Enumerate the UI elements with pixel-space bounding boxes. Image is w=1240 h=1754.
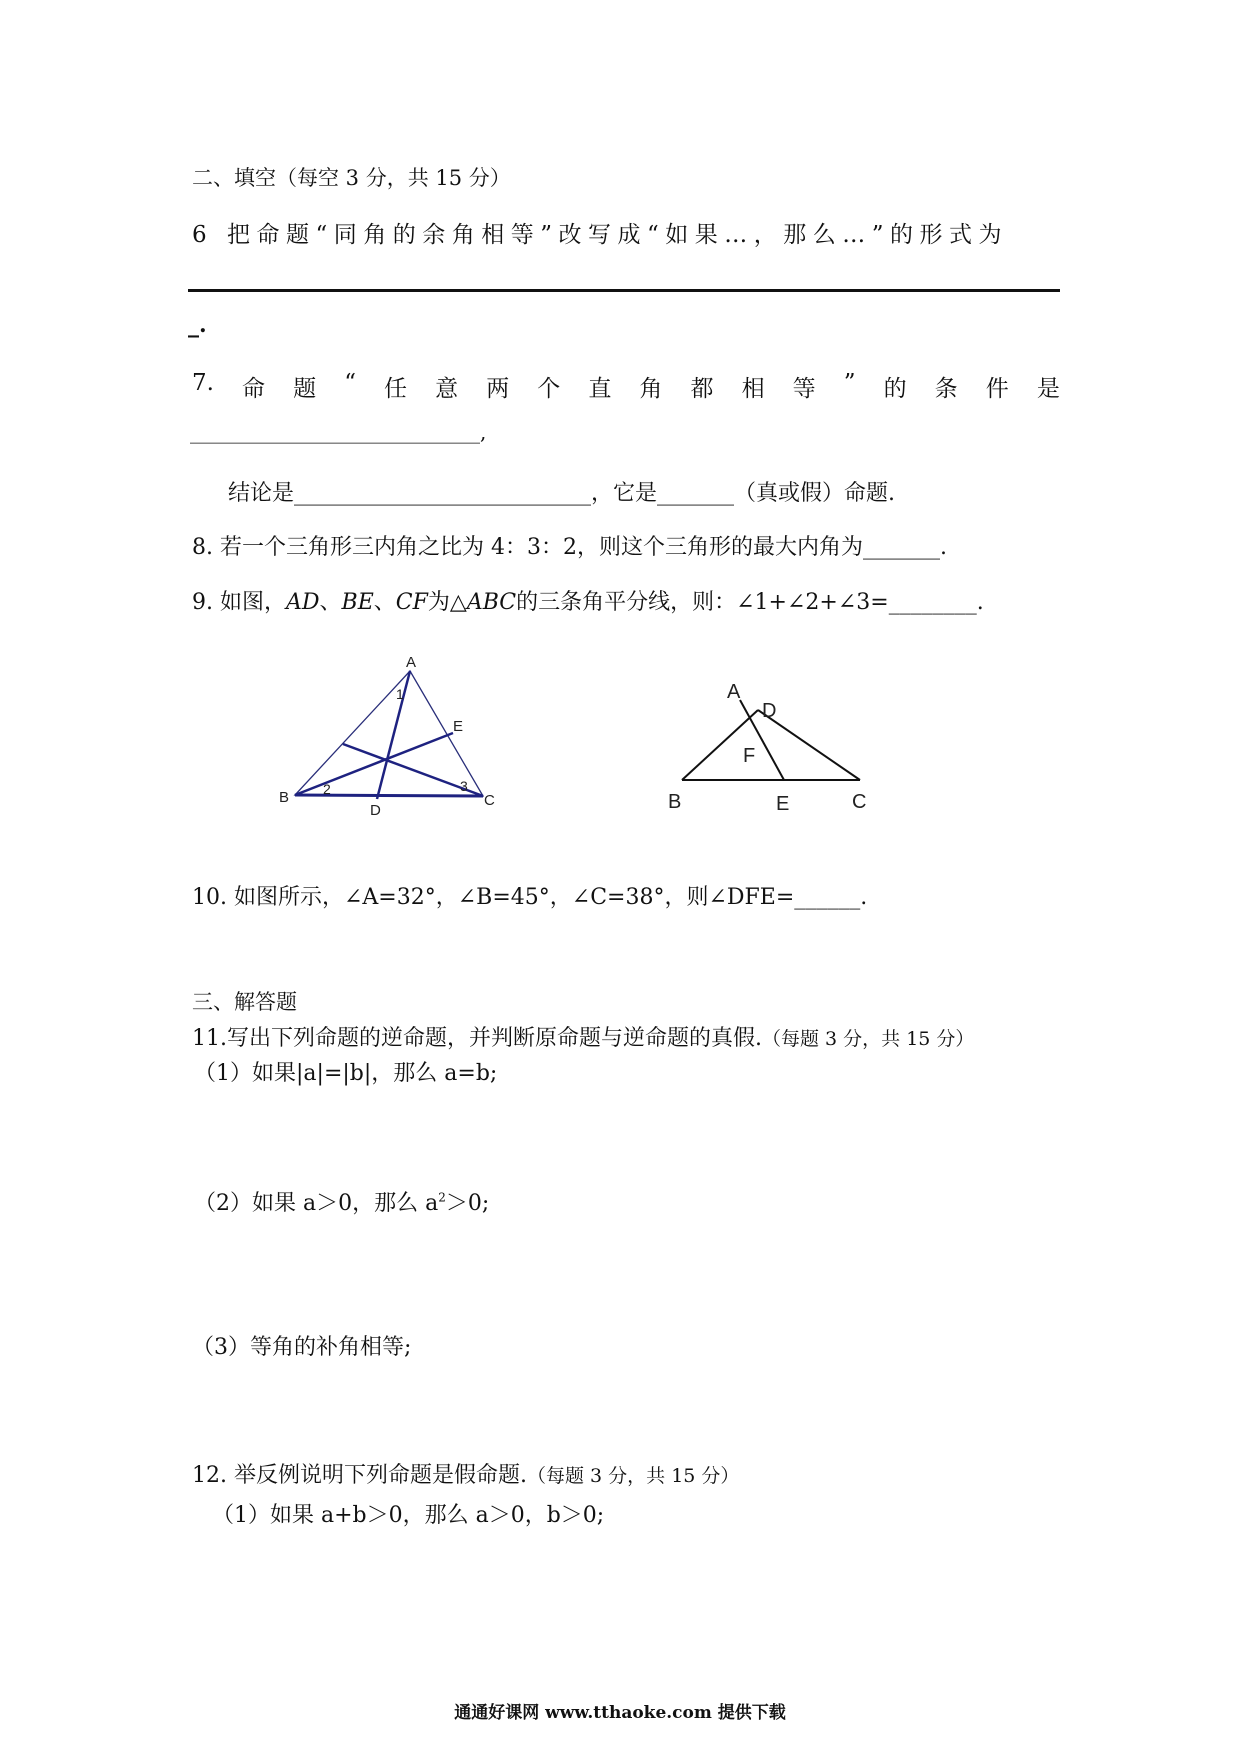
question-12-text: 12. 举反例说明下列命题是假命题.: [192, 1463, 527, 1488]
question-7-short-blank: _______: [657, 481, 735, 506]
footer-text: 通通好课网 www.tthaoke.com 提供下载: [454, 1703, 786, 1723]
question-9-sep: 、: [373, 590, 396, 615]
question-7-char: 意: [435, 376, 459, 402]
question-9-mid: 为△: [427, 590, 467, 615]
question-7-char: 两: [486, 376, 510, 402]
question-7-true-false: （真或假）命题.: [734, 481, 896, 506]
question-9-cf: CF: [395, 590, 428, 615]
figure-2-label-c: C: [852, 791, 867, 813]
question-11-part-2: [194, 1186, 489, 1217]
question-9-line: [192, 585, 984, 616]
figure-1-angle-bisectors: [270, 648, 520, 818]
question-7-char: 等: [792, 376, 816, 402]
question-6-text: 6 把命题“同角的余角相等”改写成“如果…，那么…”的形式为: [192, 222, 1008, 248]
figure-1-label-b: B: [279, 789, 290, 806]
question-7-line: [192, 370, 1060, 403]
figure-2-label-d: D: [762, 700, 777, 722]
figure-1-label-a: A: [406, 654, 417, 671]
question-7-char: ”: [843, 370, 856, 396]
question-12-score: （每题 3 分，共 15 分）: [526, 1465, 740, 1487]
question-11-part-2-a: （2）如果 a＞0，那么 a: [194, 1191, 439, 1216]
question-7-conclusion-blank: ___________________________: [294, 481, 592, 506]
question-12-line: [192, 1458, 739, 1489]
question-9-suffix: 的三条角平分线，则：∠1+∠2+∠3=________.: [516, 590, 984, 615]
question-7-char: 个: [537, 376, 561, 402]
question-7-char: 是: [1036, 376, 1060, 402]
question-11-line: [192, 1021, 974, 1052]
question-7-char: 命: [242, 376, 266, 402]
question-10-text: 10. 如图所示，∠A=32°，∠B=45°，∠C=38°，则∠DFE=______.: [192, 885, 868, 910]
question-7-char: “: [344, 370, 356, 396]
figure-2-label-b: B: [668, 791, 682, 813]
question-7-it-is: ，它是: [591, 481, 658, 506]
question-7-char: 件: [985, 376, 1009, 402]
section-2-heading: 二、填空（每空 3 分，共 15 分）: [192, 166, 511, 190]
question-11-score: （每题 3 分，共 15 分）: [761, 1028, 975, 1050]
question-12-part-1: （1）如果 a+b＞0，那么 a＞0，b＞0;: [212, 1503, 605, 1528]
question-9-abc: ABC: [466, 590, 517, 615]
figure-1-angle-2: 2: [323, 781, 331, 797]
question-11-part-2-b: ＞0;: [445, 1191, 490, 1216]
answer-line-q6: [188, 289, 1060, 292]
question-9-sep: 、: [319, 590, 342, 615]
figure-1-angle-3: 3: [460, 778, 468, 794]
question-9-be: BE: [341, 590, 374, 615]
question-11-part-1: （1）如果|a|=|b|，那么 a=b;: [194, 1061, 498, 1086]
question-7-conclusion-line: [228, 476, 895, 507]
question-7-char: 角: [639, 376, 663, 402]
figure-1-label-c: C: [484, 792, 495, 809]
question-7-condition-blank: _____________________________,: [190, 420, 487, 444]
question-7-char: 相: [741, 376, 765, 402]
question-9-prefix: 9. 如图，: [192, 590, 286, 615]
figure-2-label-a: A: [727, 681, 741, 703]
figure-1-bisector-be: [295, 733, 453, 795]
section-3-heading: 三、解答题: [192, 990, 297, 1014]
question-7-number: 7.: [192, 370, 214, 396]
figure-1-bisector-ad: [377, 671, 410, 799]
question-7-conclusion-label: 结论是: [228, 481, 295, 506]
question-11-part-2-exponent: 2: [438, 1190, 446, 1205]
question-11-text: 11.写出下列命题的逆命题，并判断原命题与逆命题的真假.: [192, 1026, 762, 1051]
question-7-char: 题: [293, 376, 317, 402]
figure-1-label-d: D: [370, 802, 381, 818]
question-11-part-3: （3）等角的补角相等;: [192, 1335, 412, 1360]
question-7-char: 条: [934, 376, 958, 402]
figure-2-label-f: F: [743, 745, 756, 767]
figure-2-label-e: E: [776, 793, 790, 815]
question-8-text: 8. 若一个三角形三内角之比为 4：3：2，则这个三角形的最大内角为_______.: [192, 535, 947, 560]
figure-1-angle-1: 1: [396, 686, 404, 702]
figure-2-triangle-def: [650, 670, 880, 830]
question-7-char: 任: [384, 376, 408, 402]
question-7-char: 都: [690, 376, 714, 402]
figure-1-label-e: E: [453, 718, 464, 735]
question-9-ad: AD: [285, 590, 320, 615]
question-7-char: 直: [588, 376, 612, 402]
question-7-char: 的: [883, 376, 907, 402]
question-6-tail: _.: [188, 312, 207, 338]
